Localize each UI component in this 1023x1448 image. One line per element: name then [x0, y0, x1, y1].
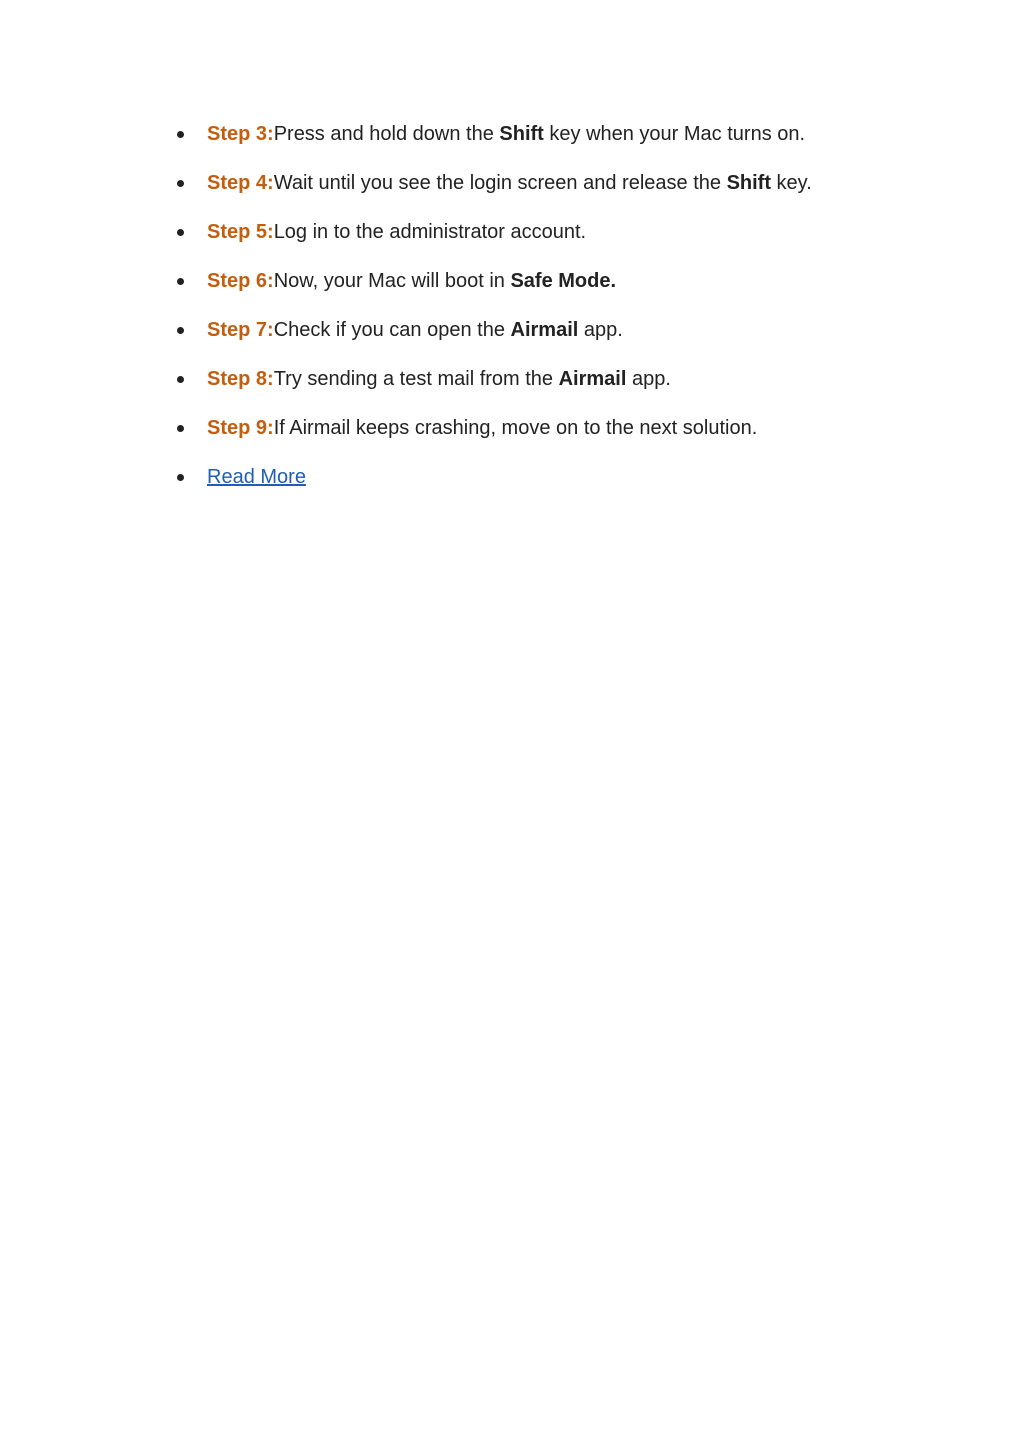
step-text: Log in to the administrator account.	[273, 221, 587, 243]
list-item	[170, 363, 812, 412]
bullet-icon	[177, 376, 184, 383]
list-item	[170, 461, 812, 510]
bullet-icon	[177, 474, 184, 481]
list-item	[170, 167, 812, 216]
step-label: Step 6:	[207, 270, 274, 292]
step-text: Press and hold down the	[273, 123, 500, 145]
list-item	[170, 265, 812, 314]
step-emphasis: Airmail	[510, 319, 579, 341]
read-more-link[interactable]: Read More	[207, 466, 306, 488]
step-emphasis: Safe Mode.	[510, 270, 617, 292]
steps-list	[170, 118, 812, 510]
step-text: app.	[578, 319, 623, 341]
step-text: If Airmail keeps crashing, move on to the next solution.	[273, 417, 758, 439]
step-label: Step 9:	[207, 417, 274, 439]
step-label: Step 5:	[207, 221, 274, 243]
bullet-icon	[177, 425, 184, 432]
bullet-icon	[177, 229, 184, 236]
list-item	[170, 314, 812, 363]
bullet-icon	[177, 131, 184, 138]
list-item	[170, 118, 812, 167]
step-label: Step 7:	[207, 319, 274, 341]
list-item	[170, 412, 812, 461]
bullet-icon	[177, 278, 184, 285]
step-emphasis: Airmail	[558, 368, 627, 390]
step-text: key when your Mac turns on.	[543, 123, 806, 145]
step-text: Wait until you see the login screen and release the	[273, 172, 727, 194]
step-text: Check if you can open the	[273, 319, 511, 341]
step-label: Step 4:	[207, 172, 274, 194]
list-item	[170, 216, 812, 265]
step-emphasis: Shift	[499, 123, 544, 145]
bullet-icon	[177, 327, 184, 334]
step-text: Now, your Mac will boot in	[273, 270, 511, 292]
step-emphasis: Shift	[726, 172, 771, 194]
step-text: key.	[771, 172, 812, 194]
step-label: Step 8:	[207, 368, 274, 390]
bullet-icon	[177, 180, 184, 187]
step-label: Step 3:	[207, 123, 274, 145]
step-text: app.	[626, 368, 671, 390]
step-text: Try sending a test mail from the	[273, 368, 559, 390]
